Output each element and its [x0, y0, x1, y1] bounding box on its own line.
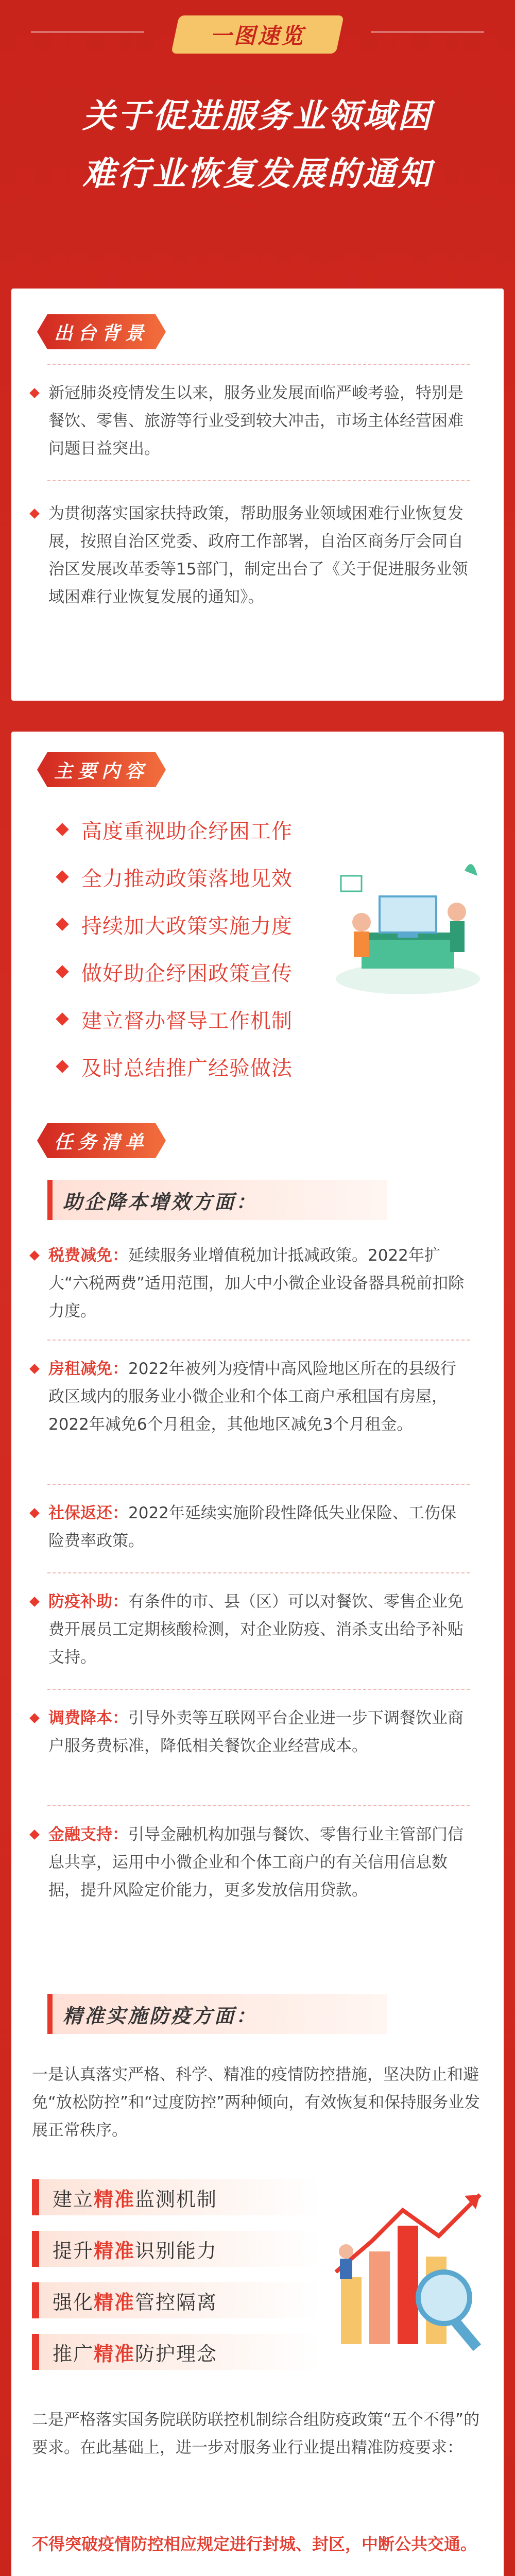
task-key: 社保返还： [48, 1504, 128, 1522]
header-tag [171, 15, 344, 54]
bullet-icon [29, 388, 40, 398]
bullet-icon [56, 1012, 68, 1025]
bar-text: 管控隔离 [135, 2291, 218, 2314]
bar-highlight: 精准 [94, 2342, 135, 2365]
bar-marker [32, 2334, 39, 2370]
title-line-2: 难行业恢复发展的通知 [82, 155, 433, 193]
divider [47, 1805, 470, 1806]
task-item [48, 1821, 471, 1904]
background-card [11, 289, 504, 701]
main-item [58, 861, 293, 892]
section-tab-label: 任务清单 [54, 1131, 149, 1153]
background-para-2 [48, 500, 471, 611]
deco-line [371, 31, 484, 33]
precision-bar [32, 2179, 217, 2215]
bar-text: 强化 [53, 2291, 94, 2314]
page-title [0, 88, 515, 203]
main-item [58, 1004, 293, 1035]
bar-highlight: 精准 [94, 2188, 135, 2211]
header [0, 0, 515, 268]
sub-heading-cost [47, 1180, 387, 1220]
rule-text: 不得突破疫情防控相应规定进行封城、封区，中断公共交通。 [32, 2534, 477, 2554]
bullet-icon [29, 1250, 40, 1261]
bullet-icon [56, 918, 68, 930]
rule-item [32, 2530, 485, 2558]
precision-para-1 [32, 2061, 485, 2144]
main-item-label: 建立督办督导工作机制 [81, 1009, 293, 1033]
task-text: 2022年被列为疫情中高风险地区所在的县级行政区域内的服务业小微企业和个体工商户承租国有房屋，2022年减免6个月租金，其他地区减免3个月租金。 [48, 1360, 456, 1434]
bar-text: 防护理念 [135, 2342, 218, 2365]
bullet-icon [29, 1508, 40, 1518]
bullet-icon [29, 1713, 40, 1723]
task-item [48, 1704, 471, 1760]
precision-bar [32, 2231, 217, 2267]
title-line-1: 关于促进服务业领域困 [82, 97, 433, 135]
para-text: 为贯彻落实国家扶持政策，帮助服务业领域困难行业恢复发展，按照自治区党委、政府工作部署，自治区商务厅会同自治区发展改革委等15部门，制定出台了《关于促进服务业领域困难行业恢复发展的通知》。 [48, 504, 468, 606]
task-key: 税费减免： [48, 1246, 128, 1265]
main-item [58, 909, 293, 940]
main-item-label: 做好助企纾困政策宣传 [81, 961, 293, 986]
bar-text: 提升 [53, 2239, 94, 2262]
main-item-label: 高度重视助企纾困工作 [81, 819, 293, 843]
task-item [48, 1355, 471, 1438]
sub-heading-label: 精准实施防疫方面： [63, 2004, 258, 2027]
office-illustration [331, 855, 485, 999]
bullet-icon [56, 870, 68, 883]
bar-text: 建立 [53, 2188, 94, 2211]
divider [47, 1484, 470, 1485]
task-text: 引导外卖等互联网平台企业进一步下调餐饮业商户服务费标准，降低相关餐饮企业经营成本。 [48, 1709, 464, 1755]
divider [47, 1340, 470, 1341]
bullet-icon [29, 509, 40, 519]
header-tag-label: 一图速览 [210, 23, 305, 48]
section-tab-main-content [47, 752, 156, 787]
para-text: 新冠肺炎疫情发生以来，服务业发展面临严峻考验，特别是餐饮、零售、旅游等行业受到较大冲击，市场主体经营困难问题日益突出。 [48, 384, 464, 458]
deco-line [31, 31, 144, 33]
task-text: 有条件的市、县（区）可以对餐饮、零售企业免费开展员工定期核酸检测，对企业防疫、消杀支出给予补贴支持。 [48, 1592, 464, 1667]
bar-text: 监测机制 [135, 2188, 218, 2211]
main-item [58, 1051, 293, 1082]
section-tab-label: 出台背景 [54, 323, 149, 344]
task-text: 延续服务业增值税加计抵减政策。2022年扩大“六税两费”适用范围，加大中小微企业设备器具税前扣除力度。 [48, 1246, 465, 1320]
main-item [58, 956, 293, 987]
task-item [48, 1242, 471, 1325]
precision-bar [32, 2282, 217, 2318]
divider [47, 364, 470, 365]
main-item [58, 814, 293, 845]
bullet-icon [29, 1829, 40, 1840]
background-para-1 [48, 379, 471, 463]
task-key: 金融支持： [48, 1825, 128, 1844]
bullet-icon [56, 965, 68, 978]
task-text: 2022年延续实施阶段性降低失业保险、工伤保险费率政策。 [48, 1504, 456, 1550]
task-key: 房租减免： [48, 1360, 128, 1378]
main-item-label: 持续加大政策实施力度 [81, 914, 293, 938]
task-item [48, 1499, 471, 1555]
main-item-label: 全力推动政策落地见效 [81, 867, 293, 891]
divider [47, 1572, 470, 1573]
bar-text: 推广 [53, 2342, 94, 2365]
bullet-icon [29, 1597, 40, 1607]
bar-text: 识别能力 [135, 2239, 218, 2262]
bar-marker [32, 2282, 39, 2318]
divider [47, 480, 470, 481]
para-text: 一是认真落实严格、科学、精准的疫情防控措施，坚决防止和避免“放松防控”和“过度防控”两种倾向，有效恢复和保持服务业发展正常秩序。 [32, 2065, 480, 2140]
para-text: 二是严格落实国务院联防联控机制综合组防疫政策“五个不得”的要求。在此基础上，进一步对服务业行业提出精准防疫要求： [32, 2411, 480, 2457]
task-key: 防疫补助： [48, 1592, 128, 1611]
sub-heading-label: 助企降本增效方面： [63, 1190, 258, 1213]
main-item-label: 及时总结推广经验做法 [81, 1056, 293, 1080]
content-card [11, 732, 504, 2576]
bar-highlight: 精准 [94, 2239, 135, 2262]
bar-highlight: 精准 [94, 2291, 135, 2314]
bar-marker [32, 2179, 39, 2215]
section-tab-background [47, 314, 156, 349]
bar-marker [32, 2231, 39, 2267]
precision-bar [32, 2334, 217, 2370]
bullet-icon [29, 1364, 40, 1374]
task-item [48, 1588, 471, 1671]
bullet-icon [56, 1060, 68, 1073]
task-key: 调费降本： [48, 1709, 128, 1727]
task-text: 引导金融机构加强与餐饮、零售行业主管部门信息共享，运用中小微企业和个体工商户的有关信用信息数据，提升风险定价能力，更多发放信用贷款。 [48, 1825, 464, 1900]
chart-illustration [325, 2148, 490, 2365]
sub-heading-precision [47, 1994, 387, 2034]
section-tab-label: 主要内容 [54, 760, 149, 782]
precision-para-2 [32, 2406, 485, 2462]
divider [47, 1689, 470, 1690]
section-tab-tasks [47, 1123, 156, 1158]
bullet-icon [56, 823, 68, 836]
